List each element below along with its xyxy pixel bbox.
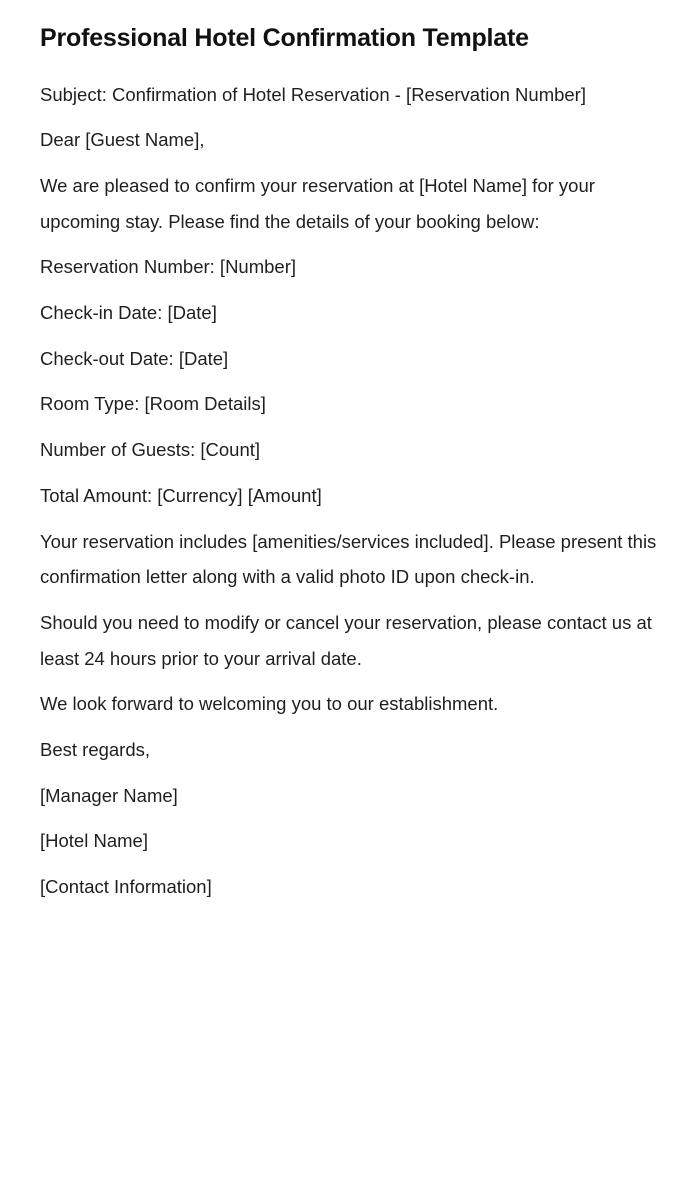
list-item: Reservation Number: [Number] — [40, 256, 297, 278]
page-title: Professional Hotel Confirmation Template — [40, 24, 529, 52]
list-item: Room Type: [Room Details] — [40, 393, 266, 415]
salutation: Dear [Guest Name], — [40, 129, 205, 151]
signature-manager-name: [Manager Name] — [40, 784, 178, 806]
intro-paragraph: We are pleased to confirm your reservation at [Hotel Name] for your upcoming stay. Please find the details of your booking below: — [40, 174, 595, 232]
signature-hotel-name: [Hotel Name] — [40, 830, 148, 852]
closing-statement: We look forward to welcoming you to our establishment. — [40, 693, 499, 715]
sign-off: Best regards, — [40, 739, 151, 761]
modification-policy-paragraph: Should you need to modify or cancel your reservation, please contact us at least 24 hours prior to your arrival date. — [40, 611, 652, 669]
signature-contact-information: [Contact Information] — [40, 876, 212, 898]
list-item: Total Amount: [Currency] [Amount] — [40, 484, 322, 506]
subject-line: Subject: Confirmation of Hotel Reservation - [Reservation Number] — [40, 83, 586, 105]
list-item: Check-in Date: [Date] — [40, 302, 217, 324]
inclusions-paragraph: Your reservation includes [amenities/services included]. Please present this confirmation letter along with a valid photo ID upon check-in. — [40, 530, 657, 588]
booking-details-list — [40, 249, 660, 513]
list-item: Number of Guests: [Count] — [40, 439, 261, 461]
list-item: Check-out Date: [Date] — [40, 347, 229, 369]
